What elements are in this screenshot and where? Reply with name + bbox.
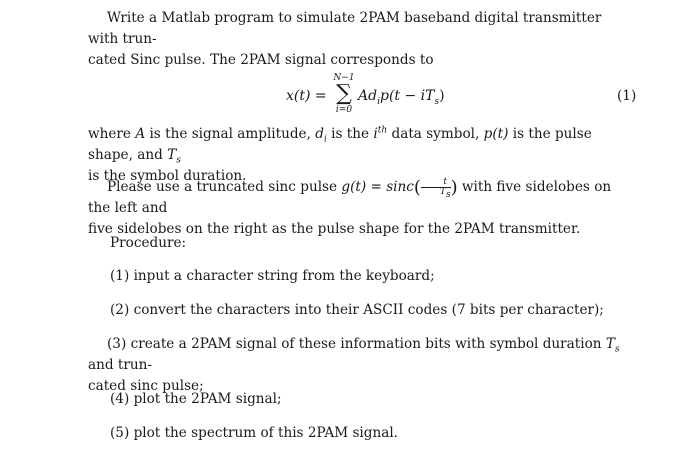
procedure-step-2: (2) convert the characters into their ASCII codes (7 bits per character); <box>110 302 604 318</box>
sum-upper-limit: N−1 <box>333 73 355 83</box>
procedure-heading: Procedure: <box>110 235 187 251</box>
definitions-paragraph: where A is the signal amplitude, $d_i$ is the $i^{th}$ data symbol, p(t) is the pulse shape, and $T_s$ is the symbol duration. <box>88 125 592 184</box>
procedure-step-4: (4) plot the 2PAM signal; <box>110 391 282 407</box>
equation-rhs: $Ad_ip(t - iT_s)$ <box>358 88 445 107</box>
procedure-step-1: (1) input a character string from the keyboard; <box>110 268 435 284</box>
definitions-line-2: is the symbol duration. <box>88 168 247 184</box>
pulse-line-2: five sidelobes on the right as the pulse shape for the 2PAM transmitter. <box>88 221 581 237</box>
fraction-t-over-ts: $\frac{t}{T_s}$ <box>421 178 451 197</box>
summation <box>333 73 355 115</box>
intro-paragraph <box>88 8 634 71</box>
equation-number: (1) <box>617 88 637 104</box>
equation-lhs: x(t) = <box>286 88 327 104</box>
intro-line-1: Write a Matlab program to simulate 2PAM baseband digital transmitter with trun- <box>88 10 602 47</box>
sigma-symbol: ∑ <box>336 81 352 106</box>
procedure-step-5: (5) plot the spectrum of this 2PAM signal. <box>110 425 398 441</box>
sum-lower-limit: i=0 <box>335 105 353 115</box>
pulse-paragraph: Please use a truncated sinc pulse g(t) = sinc( $\frac{t}{T_s}$ ) with five sidelobes on the left and five sidelobes on the right as the pulse shape for the 2PAM transmitter. <box>88 177 612 237</box>
intro-line-2: cated Sinc pulse. The 2PAM signal corresponds to <box>88 52 434 68</box>
procedure-step-3: (3) create a 2PAM signal of these information bits with symbol duration $T_s$ and trun- cated sinc pulse; <box>88 336 620 394</box>
